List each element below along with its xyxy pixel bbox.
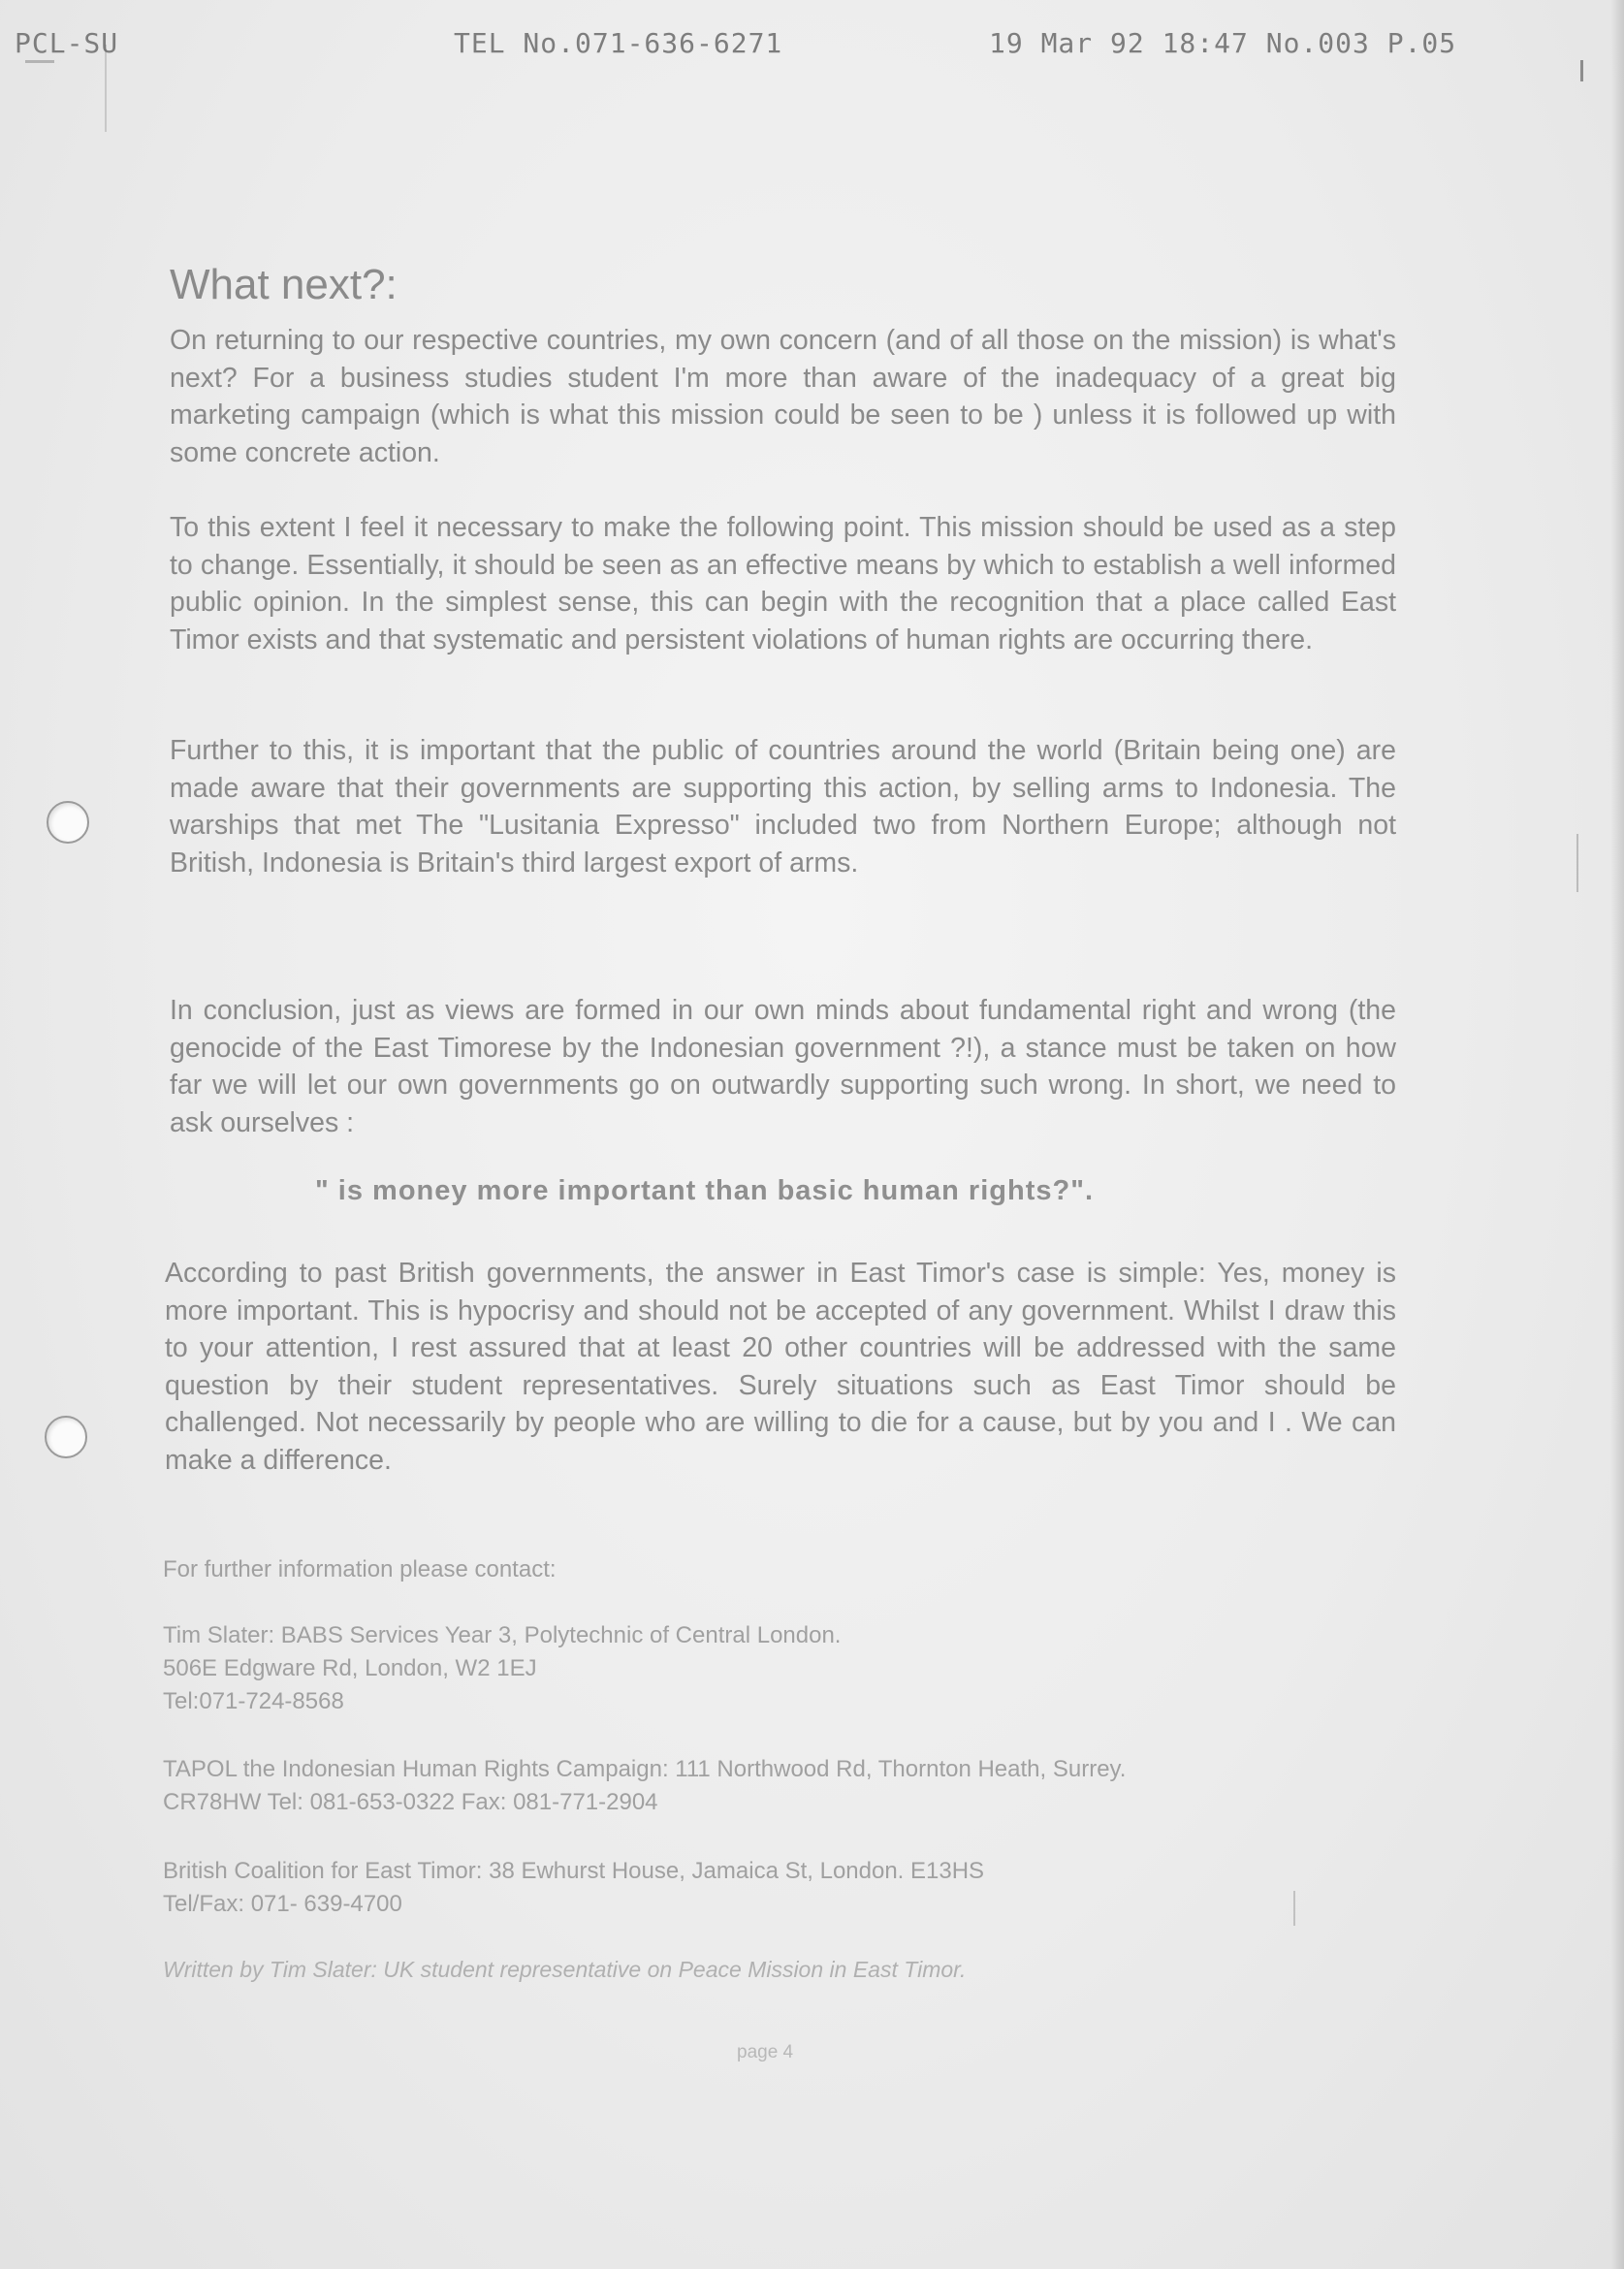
contact-line: Tel/Fax: 071- 639-4700 bbox=[163, 1891, 402, 1917]
scan-mark bbox=[105, 45, 107, 132]
paragraph-conclusion: In conclusion, just as views are formed in our own minds about fundamental right and wrong (the genocide of the East Timorese by the Indonesian government ?!), a stance must be taken on how far we will let our own governments go on outwardly supporting such wrong. In short, we need to ask ourselves : bbox=[170, 995, 1396, 1138]
paragraph-arms-sales: Further to this, it is important that the public of countries around the world (Britain being one) are made aware that their governments are supporting this action, by selling arms to Indonesia. The warships that met The "Lusitania Expresso" included two from Northern Europe; although not British, Indonesia is Britain's third largest export of arms. bbox=[170, 735, 1396, 879]
contact-line: British Coalition for East Timor: 38 Ewhurst House, Jamaica St, London. E13HS bbox=[163, 1858, 985, 1884]
fax-timestamp: 19 Mar 92 18:47 No.003 P.05 bbox=[989, 27, 1457, 59]
contact-line: Tel:071-724-8568 bbox=[163, 1688, 344, 1714]
contact-line: Tim Slater: BABS Services Year 3, Polytechnic of Central London. bbox=[163, 1622, 842, 1648]
paragraph-step-to-change: To this extent I feel it necessary to make the following point. This mission should be used as a step to change. Essentially, it should be seen as an effective means by which to establish a well informed public opinion. In the simplest sense, this can begin with the recognition that a place called East Timor exists and that systematic and persistent violations of human rights are occurring there. bbox=[170, 512, 1396, 655]
punch-hole-icon bbox=[45, 1416, 87, 1458]
contact-block-bcet bbox=[163, 1855, 1404, 1921]
page-number: page 4 bbox=[737, 2042, 794, 2062]
paragraph-what-next: On returning to our respective countries, my own concern (and of all those on the mission) is what's next? For a business studies student I'm more than aware of the inadequacy of a great big marketing campaign (which is what this mission could be seen to be ) unless it is followed up with some concrete action. bbox=[170, 325, 1396, 468]
page-edge-shadow bbox=[1610, 0, 1624, 2269]
contact-line: 506E Edgware Rd, London, W2 1EJ bbox=[163, 1655, 537, 1681]
key-question-quote: " is money more important than basic human rights?". bbox=[315, 1175, 1094, 1206]
contact-intro: For further information please contact: bbox=[163, 1556, 557, 1582]
section-heading: What next?: bbox=[170, 261, 398, 309]
scan-mark bbox=[25, 60, 54, 63]
contact-block-tim-slater bbox=[163, 1619, 1404, 1718]
fax-tel-number: TEL No.071-636-6271 bbox=[454, 27, 783, 59]
fax-header bbox=[0, 27, 1624, 66]
contact-block-tapol bbox=[163, 1753, 1404, 1819]
contact-line: TAPOL the Indonesian Human Rights Campaign: 111 Northwood Rd, Thornton Heath, Surrey. bbox=[163, 1756, 1127, 1782]
contact-line: CR78HW Tel: 081-653-0322 Fax: 081-771-2904 bbox=[163, 1789, 658, 1815]
paragraph-closing: According to past British governments, the answer in East Timor's case is simple: Yes, money is more important. This is hypocrisy and should not be accepted of any government. Whilst I draw this to your attention, I rest assured that at least 20 other countries will be addressed with the same question by their student representatives. Surely situations such as East Timor should be challenged. Not necessarily by people who are willing to die for a cause, but by you and I . We can make a difference. bbox=[165, 1258, 1396, 1476]
punch-hole-icon bbox=[47, 801, 89, 844]
scan-mark bbox=[1576, 834, 1578, 892]
scan-mark bbox=[1580, 60, 1583, 81]
fax-sender-id: PCL-SU bbox=[15, 27, 119, 59]
author-credit: Written by Tim Slater: UK student representative on Peace Mission in East Timor. bbox=[163, 1957, 967, 1982]
